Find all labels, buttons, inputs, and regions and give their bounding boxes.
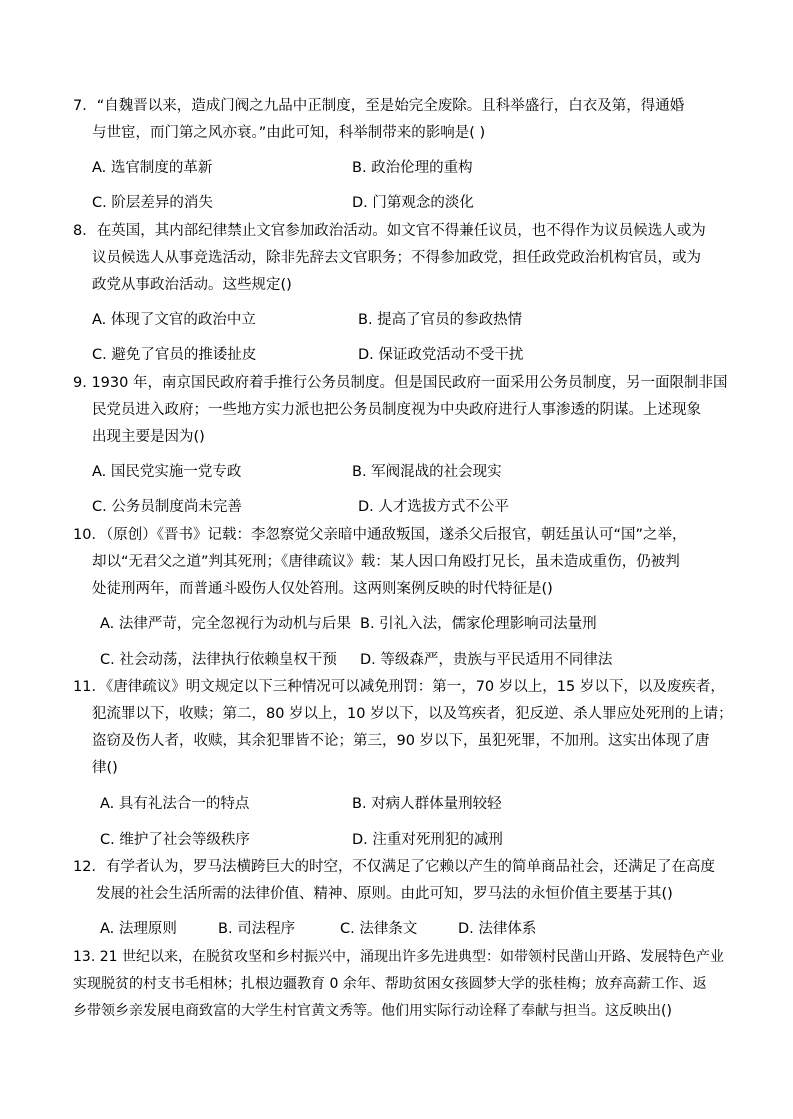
question-9-option-b[interactable]: B. 军阀混战的社会现实: [352, 464, 502, 480]
question-8-line-1: 8．在英国，其内部纪律禁止文官参加政治活动。如文官不得兼任议员，也不得作为议员候选人或为: [73, 223, 706, 239]
question-9-option-d[interactable]: D. 人才选拔方式不公平: [358, 499, 509, 515]
question-10-option-a[interactable]: A. 法律严苛，完全忽视行为动机与后果: [100, 616, 351, 632]
question-11-line-3: 盗窃及伤人者，收赎，其余犯罪皆不论；第三，90 岁以下，虽犯死罪，不加刑。这实出体现了唐: [92, 733, 710, 749]
question-12-option-c[interactable]: C. 法律条文: [340, 921, 418, 937]
question-11-option-d[interactable]: D. 注重对死刑犯的减刑: [352, 832, 503, 848]
question-9-line-2: 民党员进入政府；一些地方实力派也把公务员制度视为中央政府进行人事渗透的阴谋。上述现象: [92, 402, 701, 418]
question-7-line-1: 7．“自魏晋以来，造成门阀之九品中正制度，至是始完全废除。且科举盛行，白衣及第，得通婚: [73, 98, 685, 114]
question-8-option-c[interactable]: C. 避免了官员的推诿扯皮: [92, 347, 257, 363]
question-8-option-b[interactable]: B. 提高了官员的参政热情: [358, 312, 523, 328]
question-13-line-2: 实现脱贫的村支书毛相林；扎根边疆教育 0 余年、帮助贫困女孩圆梦大学的张桂梅；放弃高薪工作、返: [73, 976, 707, 992]
question-11-option-b[interactable]: B. 对病人群体量刑较轻: [352, 796, 502, 812]
question-7-line-2: 与世宦，而门第之风亦衰。”由此可知，科举制带来的影响是( ): [92, 125, 486, 141]
question-11-line-2: 犯流罪以下，收赎；第二，80 岁以上，10 岁以下，以及笃疾者，犯反逆、杀人罪应处死刑的上请；: [92, 706, 733, 722]
question-8-line-2: 议员候选人从事竞选活动，除非先辞去文官职务；不得参加政党，担任政党政治机构官员，或为: [92, 250, 701, 266]
question-12-line-1: 12．有学者认为，罗马法横跨巨大的时空，不仅满足了它赖以产生的简单商品社会，还满足了在高度: [73, 859, 715, 875]
question-13-line-3: 乡带领乡亲发展电商致富的大学生村官黄文秀等。他们用实际行动诠释了奉献与担当。这反映出(): [73, 1003, 672, 1019]
question-10-option-d[interactable]: D. 等级森严，贵族与平民适用不同律法: [360, 652, 613, 668]
question-11-option-c[interactable]: C. 维护了社会等级秩序: [100, 832, 250, 848]
question-12-line-2: 发展的社会生活所需的法律价值、精神、原则。由此可知，罗马法的永恒价值主要基于其(): [96, 886, 673, 902]
question-11-option-a[interactable]: A. 具有礼法合一的特点: [100, 796, 250, 812]
question-9-line-1: 9. 1930 年，南京国民政府着手推行公务员制度。但是国民政府一面采用公务员制度，另一面限制非国: [73, 375, 728, 391]
question-8-line-3: 政党从事政治活动。这些规定(): [92, 277, 292, 293]
question-13-line-1: 13. 21 世纪以来，在脱贫攻坚和乡村振兴中，涌现出许多先进典型：如带领村民凿山开路、发展特色产业: [73, 949, 724, 965]
question-11-line-4: 律(): [92, 760, 118, 776]
question-11-line-1: 11．《唐律疏议》明文规定以下三种情况可以减免刑罚：第一，70 岁以上，15 岁以下，以及废疾者，: [73, 679, 725, 695]
question-12-option-a[interactable]: A. 法理原则: [100, 921, 177, 937]
question-10-line-3: 处徒刑两年，而普通斗殴伤人仅处笞刑。这两则案例反映的时代特征是(): [92, 581, 553, 597]
question-8-option-d[interactable]: D. 保证政党活动不受干扰: [358, 347, 524, 363]
question-12-option-d[interactable]: D. 法律体系: [458, 921, 537, 937]
question-10-line-1: 10．（原创）《晋书》记载：李忽察觉父亲暗中通敌叛国，遂杀父后报官，朝廷虽认可“国”之举，: [73, 527, 687, 543]
question-10-option-b[interactable]: B. 引礼入法，儒家伦理影响司法量刑: [360, 616, 597, 632]
question-10-option-c[interactable]: C. 社会动荡，法律执行依赖皇权干预: [100, 652, 337, 668]
question-9-option-c[interactable]: C. 公务员制度尚未完善: [92, 499, 242, 515]
question-7-option-c[interactable]: C. 阶层差异的消失: [92, 195, 213, 211]
question-8-option-a[interactable]: A. 体现了文官的政治中立: [92, 312, 256, 328]
question-12-option-b[interactable]: B. 司法程序: [218, 921, 296, 937]
question-10-line-2: 却以“无君父之道”判其死刑；《唐律疏议》载：某人因口角殴打兄长，虽未造成重伤，仍被判: [92, 554, 680, 570]
question-9-line-3: 出现主要是因为(): [92, 429, 205, 445]
question-9-option-a[interactable]: A. 国民党实施一党专政: [92, 464, 242, 480]
question-7-option-b[interactable]: B. 政治伦理的重构: [352, 160, 473, 176]
question-7-option-a[interactable]: A. 选官制度的革新: [92, 160, 213, 176]
question-7-option-d[interactable]: D. 门第观念的淡化: [352, 195, 474, 211]
